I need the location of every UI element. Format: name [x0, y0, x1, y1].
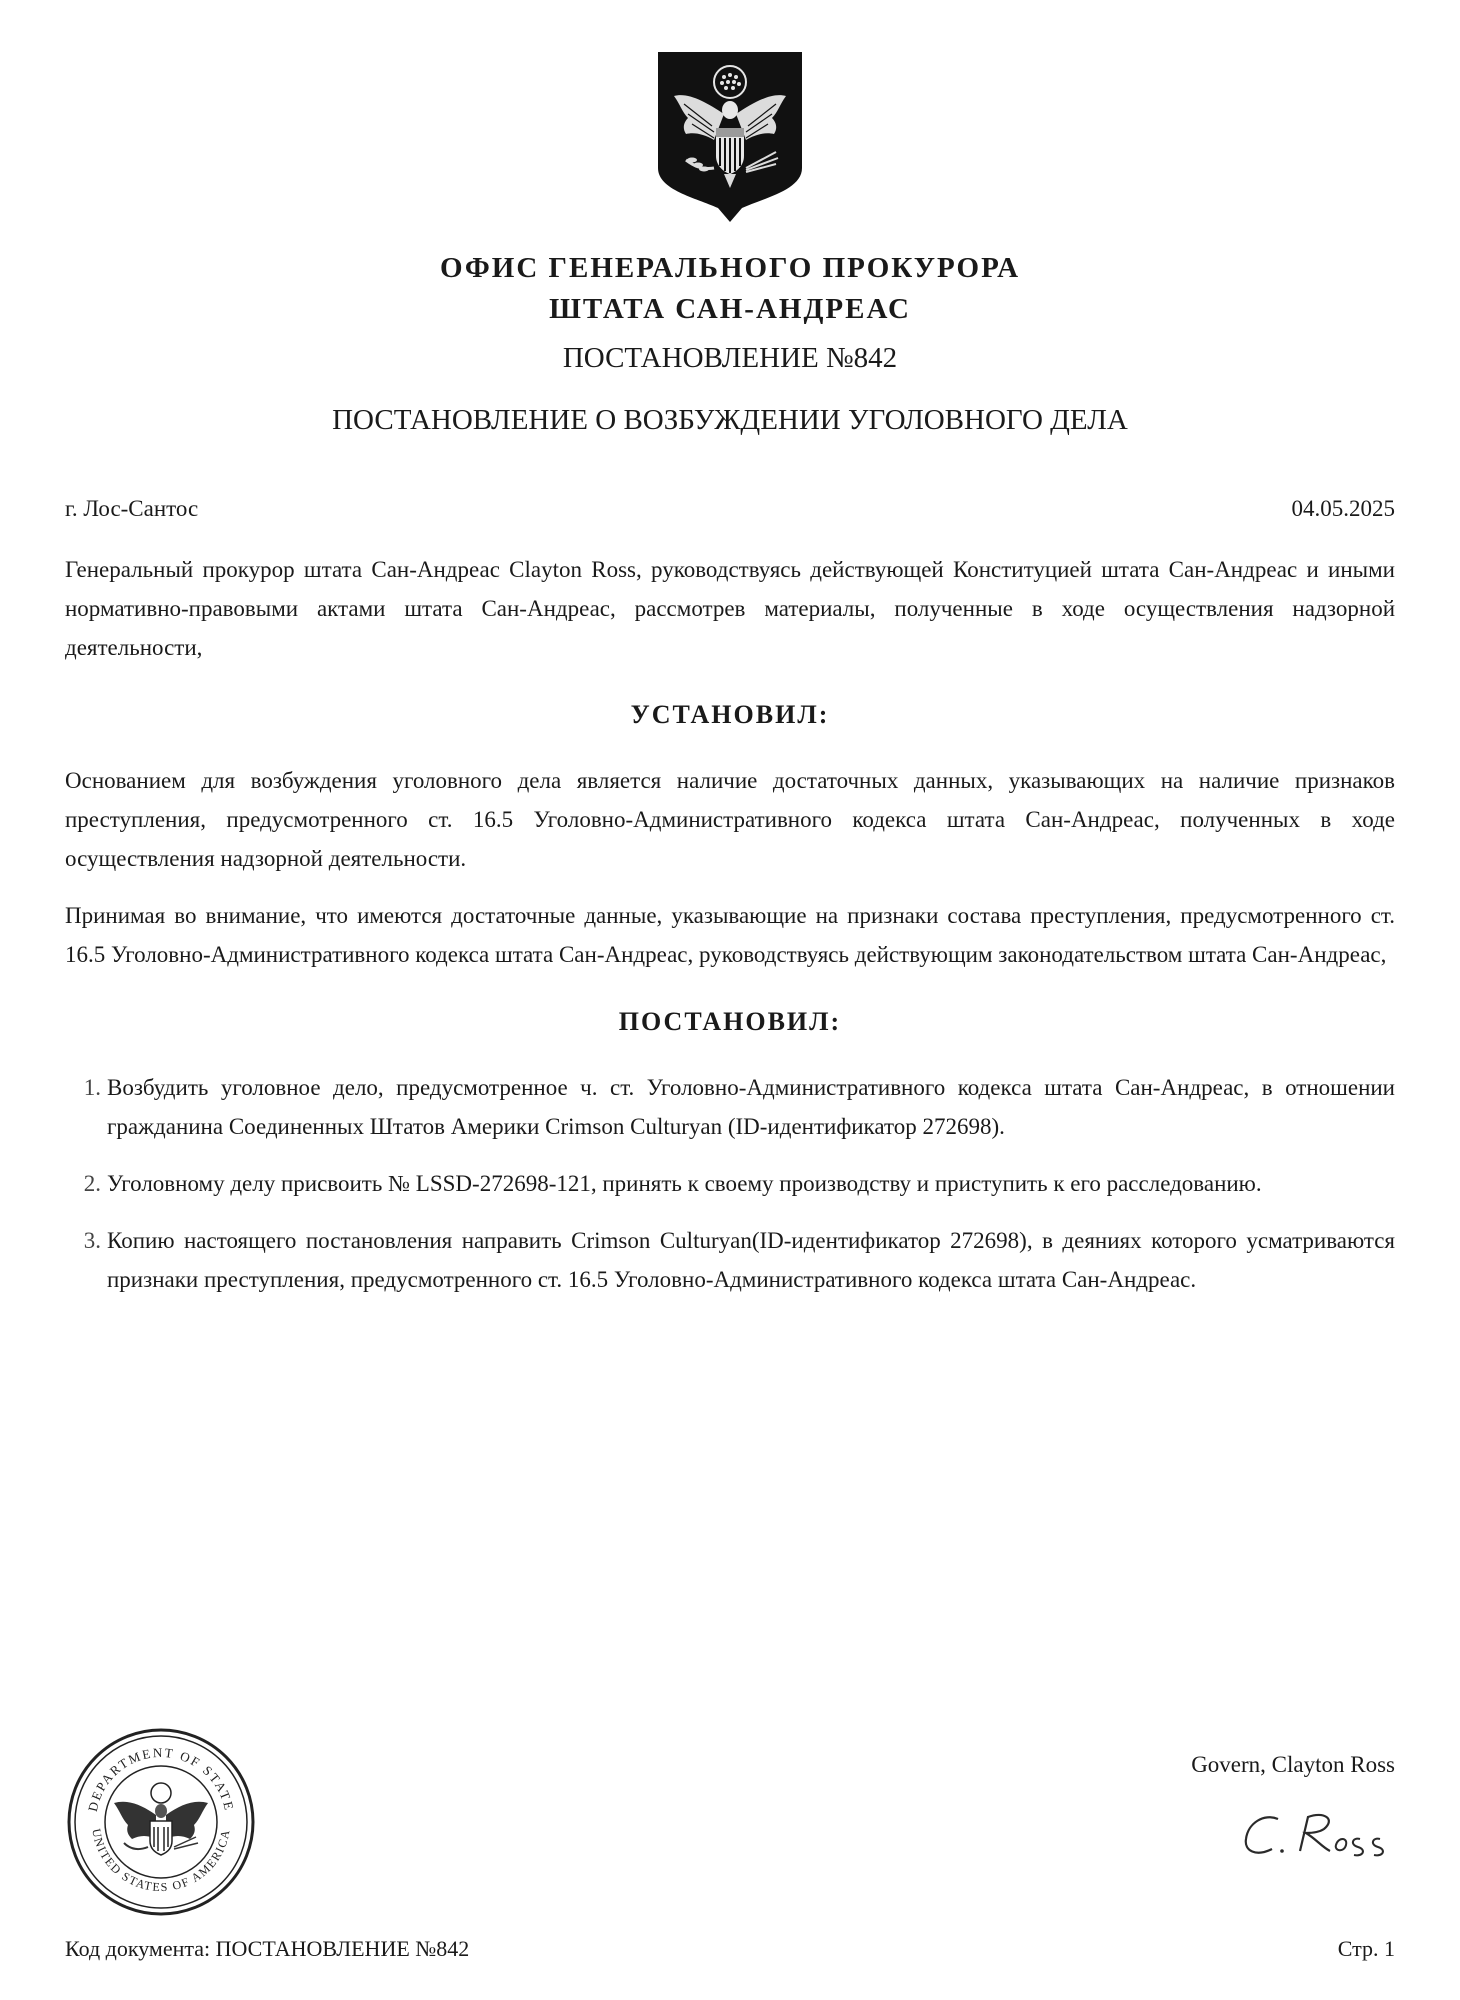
signer-name: Govern, Clayton Ross: [1191, 1752, 1395, 1777]
intro-paragraph: Генеральный прокурор штата Сан-Андреас Clayton Ross, руководствуясь действующей Конституцией штата Сан-Андреас и иными нормативно-правовыми актами штата Сан-Андреас, рассмотрев материалы, полученные в ходе осуществления надзорной деятельности,: [65, 557, 1395, 660]
svg-text:UNITED STATES OF AMERICA: UNITED STATES OF AMERICA: [89, 1827, 233, 1895]
page-number: Стр. 1: [1337, 1936, 1395, 1961]
decree-list: [65, 1068, 1395, 1299]
place: г. Лос-Сантос: [65, 496, 199, 521]
established-paragraph-2: Принимая во внимание, что имеются достаточные данные, указывающие на признаки состава преступления, предусмотренного ст. 16.5 Уголовно-Административного кодекса штата Сан-Андреас, руководствуясь действующим законодательством штата Сан-Андреас,: [65, 903, 1395, 967]
document-body: [65, 550, 1395, 1317]
decreed-heading: ПОСТАНОВИЛ:: [618, 1007, 842, 1036]
decree-number: 1.: [83, 1075, 101, 1100]
decree-item-2: [65, 1164, 1395, 1203]
document-number: ПОСТАНОВЛЕНИЕ №842: [562, 342, 898, 374]
organization-name-line-2: ШТАТА САН-АНДРЕАС: [549, 293, 911, 325]
decree-item-3: [65, 1221, 1395, 1299]
eagle-coat-of-arms-icon: [654, 48, 806, 224]
date: 04.05.2025: [1291, 496, 1395, 521]
document-header: [0, 248, 1460, 440]
document-code: Код документа: ПОСТАНОВЛЕНИЕ №842: [65, 1936, 470, 1961]
signature-icon: [1238, 1805, 1398, 1865]
decree-text: Копию настоящего постановления направить Crimson Culturyan(ID-идентификатор 272698), в деяниях которого усматриваются признаки преступления, предусмотренного ст. 16.5 Уголовно-Административного кодекса штата Сан-Андреас.: [107, 1228, 1395, 1292]
svg-text:DEPARTMENT OF STATE: DEPARTMENT OF STATE: [84, 1744, 238, 1813]
document-title: ПОСТАНОВЛЕНИЕ О ВОЗБУЖДЕНИИ УГОЛОВНОГО ДЕЛА: [332, 404, 1128, 436]
decree-number: 2.: [83, 1171, 101, 1196]
decree-text: Возбудить уголовное дело, предусмотренное ч. ст. Уголовно-Административного кодекса штата Сан-Андреас, в отношении гражданина Соединенных Штатов Америки Crimson Culturyan (ID-идентификатор 272698).: [107, 1075, 1395, 1139]
place-date-row: [65, 494, 1395, 524]
decree-number: 3.: [83, 1228, 101, 1253]
decree-text: Уголовному делу присвоить № LSSD-272698-121, принять к своему производству и приступить к его расследованию.: [107, 1171, 1262, 1196]
established-paragraph-1: Основанием для возбуждения уголовного дела является наличие достаточных данных, указывающих на наличие признаков преступления, предусмотренного ст. 16.5 Уголовно-Административного кодекса штата Сан-Андреас, полученных в ходе осуществления надзорной деятельности.: [65, 768, 1395, 871]
department-of-state-seal-icon: [66, 1727, 256, 1917]
organization-name-line-1: ОФИС ГЕНЕРАЛЬНОГО ПРОКУРОРА: [439, 252, 1021, 284]
established-heading: УСТАНОВИЛ:: [630, 700, 830, 729]
document-footer: [65, 1934, 1395, 1964]
decree-item-1: [65, 1068, 1395, 1146]
